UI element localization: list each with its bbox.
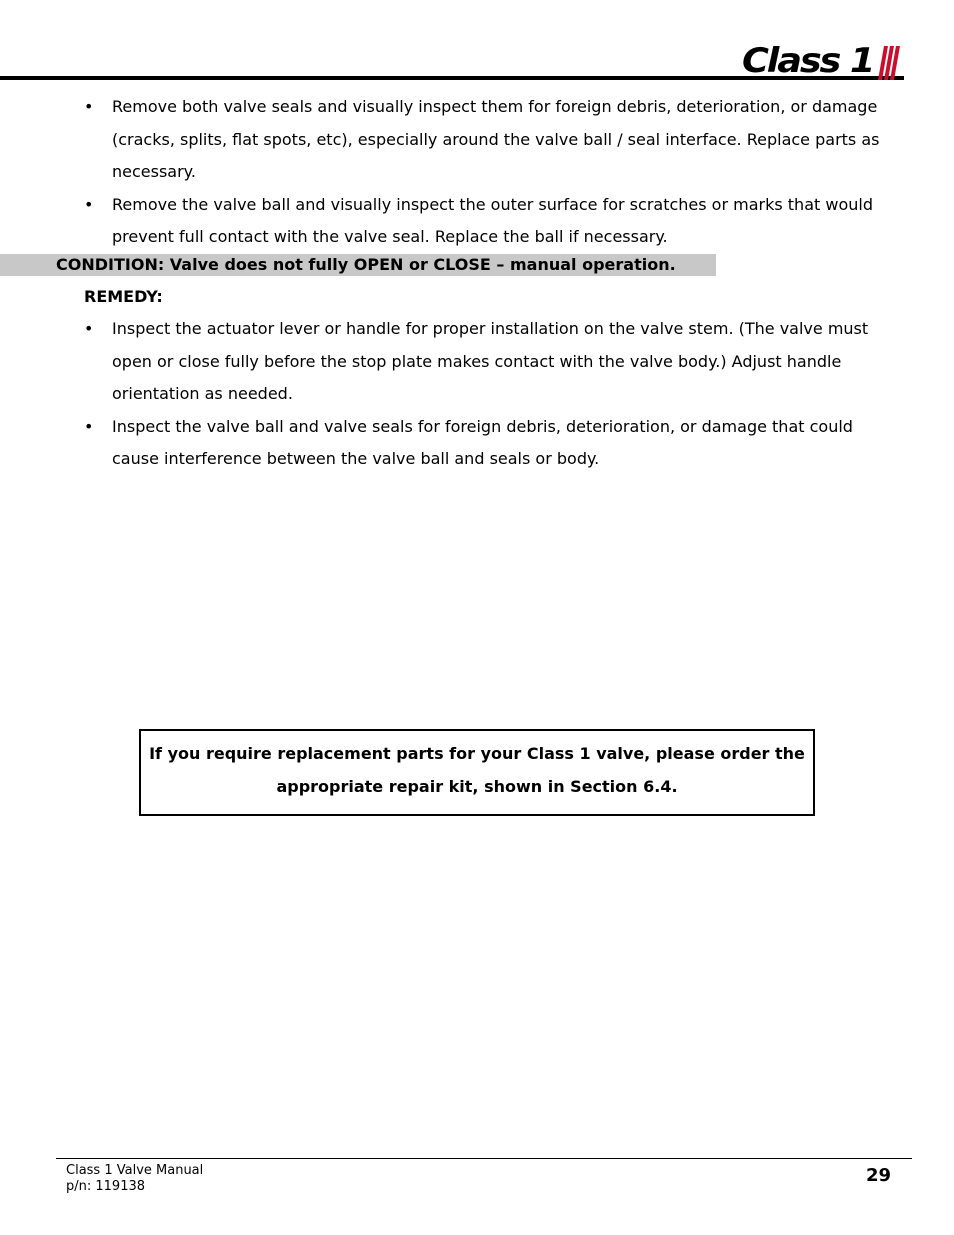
logo-stripes bbox=[878, 46, 902, 80]
note-line-2: appropriate repair kit, shown in Section 6.4. bbox=[276, 777, 678, 796]
remedy-heading: REMEDY: bbox=[84, 287, 163, 306]
list-item-text: Inspect the valve ball and valve seals for foreign debris, deterioration, or damage that could cause interference between the valve ball and seals or body. bbox=[112, 416, 853, 468]
footer-rule bbox=[56, 1158, 912, 1159]
bullet-glyph: • bbox=[84, 416, 94, 436]
list-item bbox=[84, 313, 904, 411]
logo-text: Class 1 bbox=[742, 41, 874, 81]
list-item bbox=[84, 189, 904, 254]
footer-manual-title: Class 1 Valve Manual bbox=[66, 1163, 204, 1178]
list-item bbox=[84, 91, 904, 189]
footer-info bbox=[66, 1163, 203, 1195]
page-number: 29 bbox=[866, 1165, 892, 1186]
list-item-text: Inspect the actuator lever or handle for proper installation on the valve stem. (The valve must open or close fully before the stop plate makes contact with the valve body.) Adjust handle orientation as needed. bbox=[112, 319, 869, 403]
bullet-glyph: • bbox=[84, 194, 94, 214]
class1-logo bbox=[742, 40, 902, 82]
note-line-1: If you require replacement parts for your Class 1 valve, please order the bbox=[149, 744, 805, 763]
condition-heading: CONDITION: Valve does not fully OPEN or CLOSE – manual operation. bbox=[56, 255, 676, 274]
list-item bbox=[84, 411, 904, 476]
list-item-text: Remove the valve ball and visually inspect the outer surface for scratches or marks that would prevent full contact with the valve seal. Replace the ball if necessary. bbox=[112, 194, 873, 246]
replacement-parts-note bbox=[139, 729, 815, 816]
footer-part-number: p/n: 119138 bbox=[66, 1179, 146, 1194]
bullet-glyph: • bbox=[84, 97, 94, 116]
remedy-bullet-list bbox=[84, 313, 904, 476]
inspection-bullet-list bbox=[84, 91, 904, 254]
list-item-text: Remove both valve seals and visually inspect them for foreign debris, deterioration, or damage (cracks, splits, flat spots, etc), especially around the valve ball / seal interface. Replace parts as necessary. bbox=[112, 97, 880, 181]
bullet-glyph: • bbox=[84, 319, 94, 338]
